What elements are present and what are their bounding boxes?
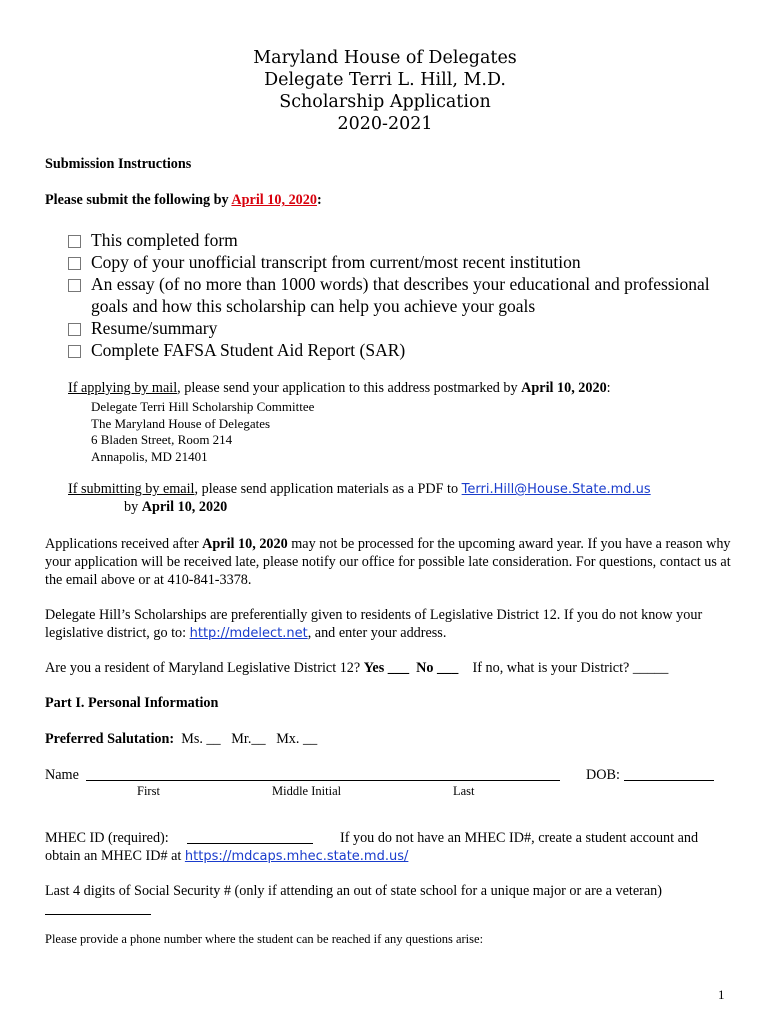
checklist-item[interactable]: Resume/summary [68, 317, 731, 339]
dob-field[interactable] [624, 780, 714, 781]
checklist-item[interactable]: Copy of your unofficial transcript from current/most recent institution [68, 251, 731, 273]
checkbox[interactable] [68, 279, 81, 292]
late-notice: Applications received after April 10, 2020 may not be processed for the upcoming award year. If you have a reason why your application will be received late, please notify our office for possible late consideration. For questions, contact us at the email above or at 410-841-3378. [45, 536, 731, 588]
mhec-link[interactable]: https://mdcaps.mhec.state.md.us/ [184, 849, 409, 864]
checkbox[interactable] [68, 345, 81, 358]
name-last-caption: Last [453, 784, 475, 798]
mail-instructions: If applying by mail, please send your application to this address postmarked by April 10, 2020: [68, 380, 611, 396]
ssn-label: Last 4 digits of Social Security # (only if attending an out of state school for a unique major or are a veteran) [45, 883, 662, 899]
mdelect-link[interactable]: http://mdelect.net [189, 626, 308, 641]
name-field[interactable] [86, 780, 560, 781]
ssn-field[interactable] [45, 914, 151, 915]
header-line-1: Maryland House of Delegates [253, 48, 517, 68]
email-link[interactable]: Terri.Hill@House.State.md.us [461, 482, 651, 497]
mhec-field[interactable] [187, 843, 313, 844]
submission-heading: Submission Instructions [45, 156, 192, 172]
checkbox[interactable] [68, 257, 81, 270]
checkbox[interactable] [68, 323, 81, 336]
dob-label: DOB: [586, 767, 620, 783]
district-followup[interactable]: If no, what is your District? _____ [472, 660, 669, 676]
checkbox[interactable] [68, 235, 81, 248]
phone-note: Please provide a phone number where the student can be reached if any questions arise: [45, 932, 484, 946]
header-line-4: 2020-2021 [337, 114, 433, 134]
name-middle-caption: Middle Initial [272, 784, 342, 798]
checklist-item[interactable]: This completed form [68, 229, 731, 251]
name-label: Name [45, 767, 79, 783]
checklist-item[interactable]: An essay (of no more than 1000 words) that describes your educational and professional goals and how this scholarship can help you achieve your goals [68, 273, 731, 317]
page-number: 1 [718, 987, 725, 1002]
salutation-options[interactable]: Ms. __ Mr.__ Mx. __ [181, 731, 318, 747]
resident-yes[interactable]: Yes ___ [363, 660, 410, 676]
checklist-item[interactable]: Complete FAFSA Student Aid Report (SAR) [68, 339, 731, 361]
part1-heading: Part I. Personal Information [45, 695, 219, 711]
name-first-caption: First [137, 784, 160, 798]
checklist [68, 229, 731, 361]
deadline-date: April 10, 2020 [231, 192, 317, 208]
email-deadline: by April 10, 2020 [124, 499, 228, 515]
header-line-3: Scholarship Application [279, 92, 491, 112]
resident-no[interactable]: No ___ [416, 660, 459, 676]
email-instructions: If submitting by email, please send application materials as a PDF to Terri.Hill@House.State.md.us [68, 481, 651, 497]
resident-question: Are you a resident of Maryland Legislative District 12? Yes ___ No ___ If no, what is your District? _____ [45, 660, 669, 676]
mhec-note: If you do not have an MHEC ID#, create a student account and [340, 830, 699, 846]
salutation-row: Preferred Salutation: Ms. __ Mr.__ Mx. __ [45, 731, 318, 747]
document-header [0, 47, 770, 135]
submission-intro: Please submit the following by April 10, 2020: [45, 192, 322, 208]
mail-address: Delegate Terri Hill Scholarship Committee The Maryland House of Delegates 6 Bladen Street, Room 214 Annapolis, MD 21401 [91, 399, 315, 464]
mhec-note-2: obtain an MHEC ID# at https://mdcaps.mhec.state.md.us/ [45, 848, 409, 864]
mhec-label: MHEC ID (required): [45, 830, 169, 846]
district-notice: Delegate Hill’s Scholarships are preferentially given to residents of Legislative District 12. If you do not know your legislative district, go to: http://mdelect.net, and enter your address. [45, 607, 703, 641]
header-line-2: Delegate Terri L. Hill, M.D. [264, 70, 506, 90]
